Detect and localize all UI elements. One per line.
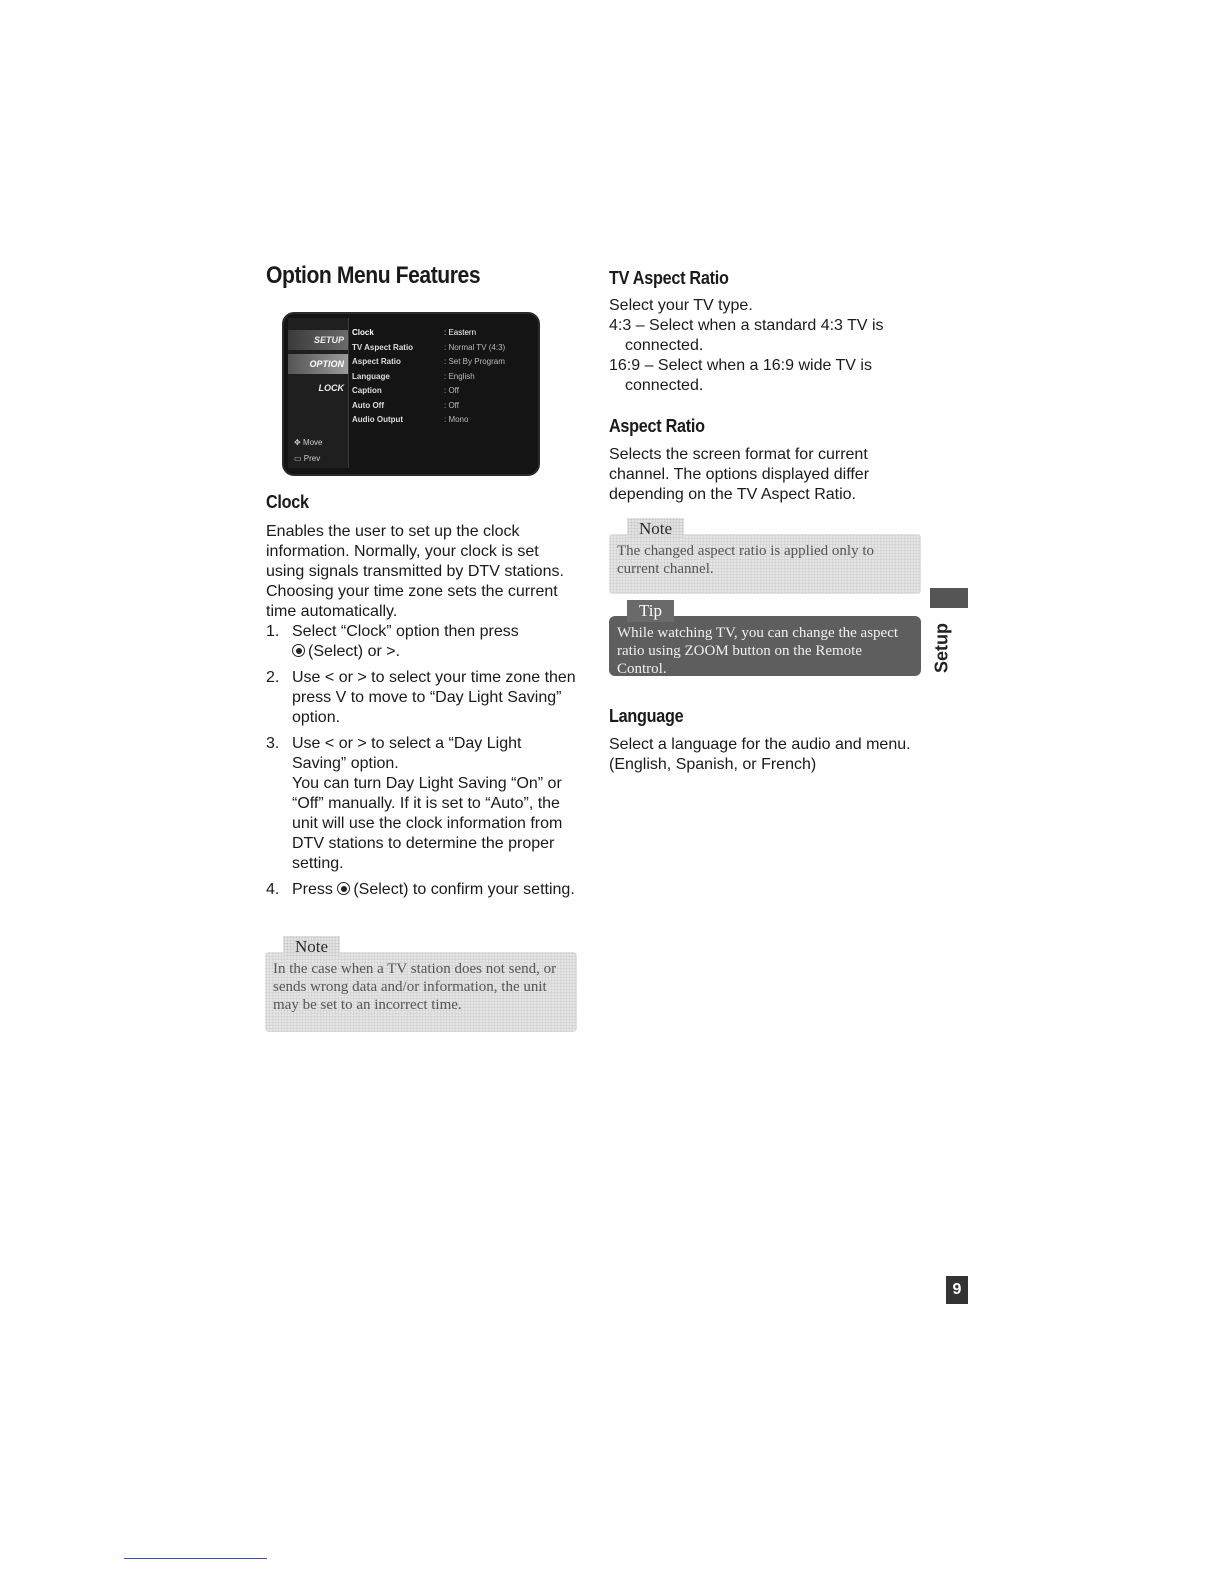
clock-note bbox=[265, 936, 577, 1032]
aspect-ratio-tip-label: Tip bbox=[627, 600, 674, 622]
aspect-ratio-tip bbox=[609, 600, 921, 676]
menu-hint-move-label: Move bbox=[302, 438, 323, 447]
clock-section bbox=[266, 492, 576, 906]
language-heading: Language bbox=[609, 706, 684, 726]
menu-tab-setup: SETUP bbox=[288, 330, 348, 350]
menu-row: Audio Output : Mono bbox=[352, 415, 469, 424]
tv-aspect-ratio-line: 16:9 – Select when a 16:9 wide TV is connected. bbox=[609, 357, 872, 394]
section-tab-marker bbox=[930, 588, 968, 608]
menu-row: Caption : Off bbox=[352, 386, 459, 395]
language-section bbox=[609, 706, 929, 775]
page-number: 9 bbox=[946, 1276, 968, 1304]
menu-tab-option: OPTION bbox=[288, 354, 348, 374]
menu-row: Aspect Ratio : Set By Program bbox=[352, 357, 505, 366]
clock-heading: Clock bbox=[266, 492, 309, 512]
select-button-icon bbox=[337, 882, 350, 895]
section-side-label: Setup bbox=[931, 623, 952, 674]
aspect-ratio-note-text: The changed aspect ratio is applied only to current channel. bbox=[609, 534, 921, 594]
step-detail: You can turn Day Light Saving “On” or “Off” manually. If it is set to “Auto”, the unit will use the clock information from DTV stations to determine the proper setting. bbox=[292, 775, 563, 872]
tv-aspect-ratio-line: Select your TV type. bbox=[609, 297, 753, 314]
aspect-ratio-section bbox=[609, 416, 929, 505]
menu-row: Auto Off : Off bbox=[352, 400, 459, 410]
language-text: Select a language for the audio and menu. (English, Spanish, or French) bbox=[609, 736, 911, 773]
menu-hint-prev-label: Prev bbox=[303, 454, 321, 463]
step-number: 4. bbox=[266, 881, 280, 898]
aspect-ratio-tip-text: While watching TV, you can change the aspect ratio using ZOOM button on the Remote Control. bbox=[609, 616, 921, 676]
list-item bbox=[266, 880, 576, 900]
tv-aspect-ratio-line: 4:3 – Select when a standard 4:3 TV is connected. bbox=[609, 317, 884, 354]
menu-row: TV Aspect Ratio : Normal TV (4:3) bbox=[352, 342, 506, 352]
step-text: Use < or > to select a “Day Light Saving” option. bbox=[292, 735, 522, 772]
list-item bbox=[266, 668, 576, 728]
list-item bbox=[266, 734, 576, 874]
step-text: Press bbox=[292, 881, 338, 898]
step-text: Use < or > to select your time zone then press V to move to “Day Light Saving” option. bbox=[292, 669, 576, 726]
menu-hint-move: ✥ Move bbox=[294, 438, 323, 447]
tv-aspect-ratio-section bbox=[609, 268, 929, 396]
step-text: (Select) or >. bbox=[308, 643, 401, 660]
footer-rule bbox=[124, 1558, 267, 1559]
list-item bbox=[266, 622, 576, 662]
aspect-ratio-note bbox=[609, 518, 921, 594]
menu-tab-lock: LOCK bbox=[318, 383, 344, 393]
menu-row: Clock : Eastern bbox=[352, 328, 477, 337]
page-title: Option Menu Features bbox=[266, 262, 481, 289]
step-text: (Select) to confirm your setting. bbox=[353, 881, 575, 898]
menu-list bbox=[352, 328, 532, 430]
clock-note-label: Note bbox=[283, 936, 340, 958]
menu-hint-prev: ▭ Prev bbox=[294, 454, 321, 463]
menu-sidebar bbox=[288, 318, 349, 468]
step-number: 3. bbox=[266, 735, 280, 752]
step-text: Select “Clock” option then press bbox=[292, 623, 519, 640]
aspect-ratio-note-label: Note bbox=[627, 518, 684, 540]
menu-row: Language : English bbox=[352, 371, 475, 381]
clock-note-text: In the case when a TV station does not send, or sends wrong data and/or information, the unit may be set to an incorrect time. bbox=[265, 952, 577, 1032]
step-number: 2. bbox=[266, 669, 280, 686]
tv-aspect-ratio-heading: TV Aspect Ratio bbox=[609, 268, 729, 288]
option-menu-screenshot bbox=[282, 312, 540, 476]
select-button-icon bbox=[292, 644, 305, 657]
clock-steps bbox=[266, 622, 576, 900]
aspect-ratio-heading: Aspect Ratio bbox=[609, 416, 705, 436]
aspect-ratio-text: Selects the screen format for current channel. The options displayed differ depending on the TV Aspect Ratio. bbox=[609, 446, 870, 503]
clock-intro: Enables the user to set up the clock information. Normally, your clock is set using signals transmitted by DTV stations. Choosing your time zone sets the current time automatically. bbox=[266, 523, 564, 620]
step-number: 1. bbox=[266, 623, 280, 640]
